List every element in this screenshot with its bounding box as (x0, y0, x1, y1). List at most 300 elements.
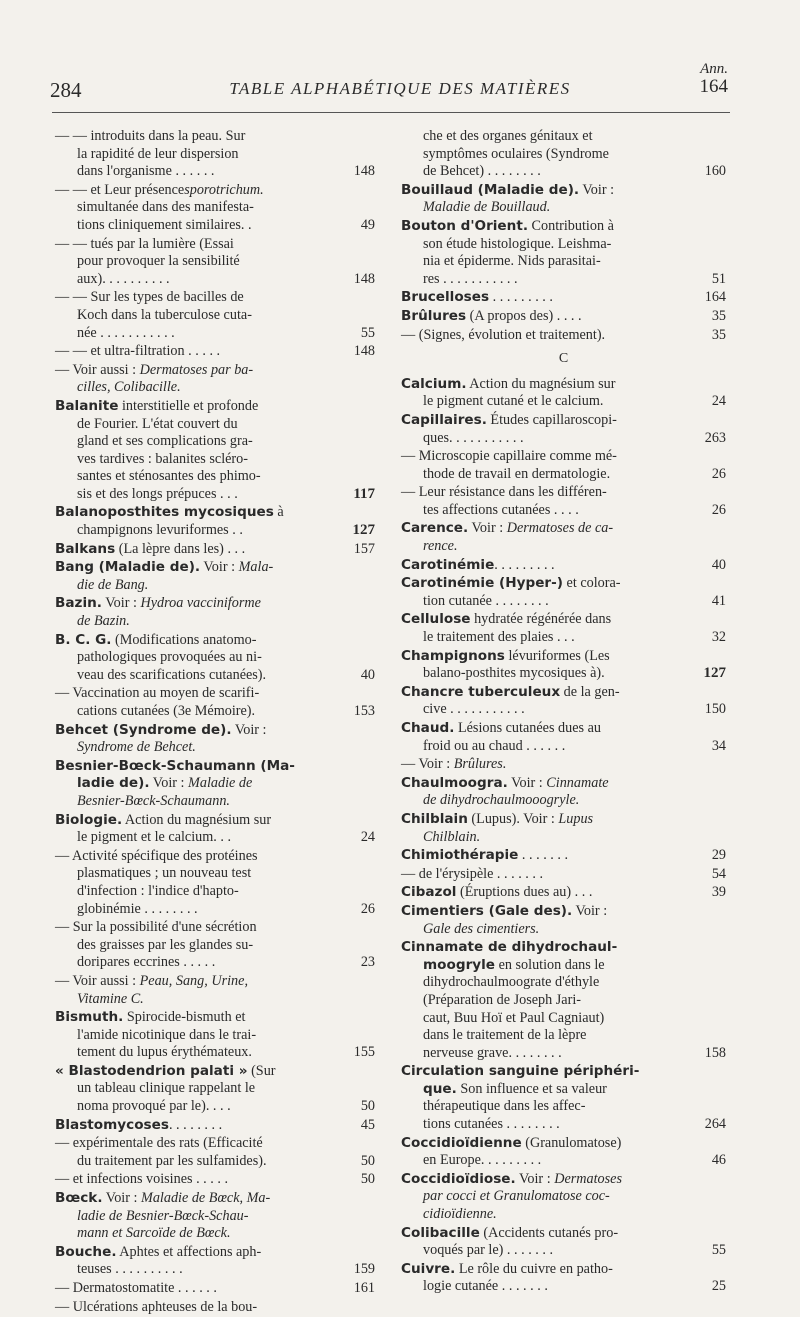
entry-line (401, 847, 726, 865)
entry-text: du traitement par les sulfamides). (77, 1152, 267, 1169)
entry-line (55, 1117, 375, 1135)
entry-line (401, 236, 726, 254)
page-reference: 153 (353, 703, 375, 719)
index-entry (55, 1171, 375, 1189)
page-reference: 29 (711, 847, 726, 864)
entry-reference: cilles, Colibacille. (77, 379, 181, 396)
entry-line (55, 919, 375, 937)
entry-text: son étude histologique. Leishma- (423, 235, 612, 252)
entry-reference: Maladie de Bouillaud. (423, 199, 551, 216)
index-entry (55, 919, 375, 972)
entry-line (55, 236, 375, 254)
page-reference: 40 (711, 556, 726, 573)
page-reference: 264 (704, 1116, 726, 1133)
entry-line (401, 738, 726, 756)
entry-text: santes et sténosantes des phimo- (77, 468, 261, 485)
entry-text: Action du magnésium sur (122, 811, 272, 828)
entry-text: l'amide nicotinique dans le trai- (77, 1026, 257, 1043)
entry-text: de la gen- (560, 683, 620, 700)
entry-text: née . . . . . . . . . . . (77, 324, 175, 341)
entry-line (401, 811, 726, 829)
entry-reference: Chilblain. (423, 828, 481, 845)
entry-text: — Ulcérations aphteuses de la bou- (55, 1298, 258, 1315)
entry-line (55, 182, 375, 200)
entry-line (401, 218, 726, 236)
entry-text: des graisses par les glandes su- (77, 936, 254, 953)
entry-line (401, 182, 726, 200)
entry-line (55, 739, 375, 757)
entry-line (401, 792, 726, 810)
entry-reference: Maladie de Bœck, Ma- (141, 1190, 271, 1207)
entry-text: — Activité spécifique des protéines (55, 847, 258, 864)
entry-line (55, 433, 375, 451)
index-entry (55, 973, 375, 1008)
entry-term: Chaud. (401, 720, 455, 736)
entry-line (55, 1080, 375, 1098)
entry-term: « Blastodendrion palati » (55, 1062, 248, 1079)
page-reference: 157 (353, 540, 375, 557)
page-reference: 55 (711, 1242, 726, 1259)
page-reference: 161 (353, 1280, 375, 1296)
entry-text: . . . . . . . (518, 847, 569, 864)
entry-line (401, 775, 726, 793)
entry-term: Bazin. (55, 595, 102, 612)
entry-text: voqués par le) . . . . . . . (423, 1242, 554, 1259)
index-entry (55, 1063, 375, 1116)
entry-line (401, 974, 726, 992)
entry-text: thérapeutique dans les affec- (423, 1098, 586, 1115)
entry-line (401, 199, 726, 217)
entry-line (55, 685, 375, 703)
entry-line (55, 146, 375, 164)
index-entry (55, 343, 375, 361)
entry-line (55, 775, 375, 793)
entry-term: Carotinémie (401, 556, 495, 573)
entry-line (401, 146, 726, 164)
entry-line (401, 448, 726, 466)
entry-line (55, 1063, 375, 1081)
entry-text: thode de travail en dermatologie. (423, 465, 611, 482)
entry-reference: mann et Sarcoïde de Bœck. (77, 1225, 231, 1242)
index-entry (401, 684, 726, 719)
page-reference: 263 (704, 429, 726, 446)
entry-term: B. C. G. (55, 631, 112, 648)
index-entry (55, 722, 375, 757)
page-reference: 24 (360, 829, 375, 846)
entry-line (55, 379, 375, 397)
entry-text: (Modifications anatomo- (111, 631, 257, 648)
annals-number: 164 (699, 76, 728, 97)
entry-line (401, 1081, 726, 1099)
entry-line (55, 848, 375, 866)
index-entry (401, 289, 726, 307)
page-reference: 148 (353, 163, 375, 180)
entry-text: dans le traitement de la lèpre (423, 1027, 587, 1044)
entry-line (401, 921, 726, 939)
entry-term: Blastomycoses (55, 1116, 169, 1133)
entry-text: (La lèpre dans les) . . . (115, 540, 246, 557)
entry-term: Colibacille (401, 1224, 480, 1241)
entry-text: plasmatiques ; un nouveau test (77, 865, 252, 882)
page-reference: 148 (353, 270, 375, 287)
entry-reference: Dermatoses de ca- (506, 520, 614, 537)
entry-reference: Syndrome de Behcet. (77, 739, 196, 756)
entry-line (401, 1135, 726, 1153)
index-entry (55, 1009, 375, 1062)
entry-line (401, 593, 726, 611)
entry-text: Spirocide-bismuth et (123, 1009, 246, 1026)
entry-line (55, 504, 375, 522)
entry-text: tions cliniquement similaires. . (77, 216, 252, 233)
entry-line (55, 199, 375, 217)
entry-text: (A propos des) . . . . (466, 307, 582, 324)
entry-text: — — tués par la lumière (Essai (55, 235, 234, 252)
page-reference: 23 (360, 954, 375, 971)
entry-line (401, 502, 726, 520)
entry-line (55, 667, 375, 685)
entry-text: balano-posthites mycosiques à). (423, 665, 605, 682)
entry-text: Leur présence (104, 181, 185, 198)
index-entry (401, 412, 726, 447)
index-entry (55, 128, 375, 181)
entry-term: Chancre tuberculeux (401, 683, 561, 700)
entry-text: — Voir aussi : (55, 972, 140, 989)
entry-line (55, 289, 375, 307)
index-entry (401, 756, 726, 774)
entry-term: Cellulose (401, 611, 471, 628)
index-entry (55, 1135, 375, 1170)
index-entry (55, 289, 375, 342)
entry-line (401, 253, 726, 271)
index-entry (401, 128, 726, 181)
page-reference: 46 (711, 1152, 726, 1169)
page-reference: 26 (711, 465, 726, 482)
entry-line (401, 1225, 726, 1243)
entry-term: Chaulmoogra. (401, 774, 508, 791)
entry-text: — — Sur les types de bacilles de (55, 289, 244, 306)
entry-term: Bœck. (55, 1190, 103, 1207)
entry-line (55, 398, 375, 416)
entry-line (401, 466, 726, 484)
index-entry (55, 685, 375, 720)
entry-line (55, 1098, 375, 1116)
entry-text: Voir : (231, 721, 267, 738)
entry-line (55, 991, 375, 1009)
entry-text: cations cutanées (3e Mémoire). (77, 703, 256, 719)
entry-line (55, 163, 375, 181)
entry-reference: Dermatoses par ba- (139, 361, 254, 378)
entry-line (401, 1010, 726, 1028)
entry-reference: Peau, Sang, Urine, (139, 972, 248, 989)
header-rule (52, 112, 730, 113)
index-entry (401, 575, 726, 610)
entry-text: tion cutanée . . . . . . . . (423, 592, 549, 609)
entry-text: tions cutanées . . . . . . . . (423, 1116, 560, 1133)
index-entry (55, 1190, 375, 1243)
page-reference: 26 (360, 900, 375, 917)
entry-term: Brûlures (401, 307, 467, 324)
entry-term: Cinnamate de dihydrochaul- (401, 939, 618, 956)
entry-text: Voir : (101, 595, 141, 612)
page-reference: 150 (704, 701, 726, 718)
entry-line (401, 939, 726, 957)
entry-line (55, 1225, 375, 1243)
entry-line (401, 648, 726, 666)
index-entry (401, 1135, 726, 1170)
entry-reference: Maladie de (188, 775, 253, 792)
entry-text: aux). . . . . . . . . . (77, 270, 170, 287)
entry-line (401, 520, 726, 538)
entry-line (55, 559, 375, 577)
entry-line (55, 451, 375, 469)
entry-line (401, 1152, 726, 1170)
entry-line (55, 325, 375, 343)
page-reference: 32 (711, 629, 726, 646)
entry-text: froid ou au chaud . . . . . . (423, 737, 566, 754)
index-entry (401, 182, 726, 217)
annals-volume (700, 60, 729, 96)
index-entry (401, 557, 726, 575)
entry-text: — — et ultra-filtration . . . . . (55, 343, 221, 360)
entry-text: noma provoqué par le). . . . (77, 1098, 231, 1115)
page-reference: 54 (711, 865, 726, 882)
entry-text: champignons levuriformes . . (77, 522, 243, 539)
entry-text: res . . . . . . . . . . . (423, 270, 518, 287)
page-reference: 24 (711, 393, 726, 410)
entry-text: nerveuse grave. . . . . . . . (423, 1044, 562, 1061)
index-entry (401, 866, 726, 884)
page-reference: 159 (353, 1261, 375, 1278)
entry-text: . . . . . . . . . (489, 289, 553, 306)
entry-reference: Mala- (238, 559, 274, 576)
entry-line (55, 1135, 375, 1153)
entry-text: nia et épiderme. Nids parasitai- (423, 253, 601, 270)
index-entry (55, 541, 375, 559)
page-reference: 127 (703, 665, 726, 682)
entry-text: en solution dans le (495, 956, 605, 973)
index-entry (401, 448, 726, 483)
entry-line (55, 1153, 375, 1171)
entry-text: che et des organes génitaux et (423, 128, 593, 144)
page-reference: 158 (704, 1044, 726, 1061)
entry-line (401, 308, 726, 326)
entry-line (401, 538, 726, 556)
entry-term: Calcium. (401, 375, 467, 392)
entry-term: Carotinémie (Hyper-) (401, 575, 563, 592)
entry-line (55, 793, 375, 811)
entry-text: (Préparation de Joseph Jari- (423, 991, 581, 1008)
page-reference: 127 (352, 522, 375, 539)
entry-line (55, 1044, 375, 1062)
entry-line (401, 903, 726, 921)
page-title: TABLE ALPHABÉTIQUE DES MATIÈRES (229, 79, 571, 98)
index-entry (55, 182, 375, 235)
entry-text: — Leur résistance dans les différen- (401, 484, 607, 501)
index-entry (401, 1261, 726, 1296)
entry-text: Voir : (507, 774, 547, 791)
entry-term: Bouton d'Orient. (401, 217, 528, 234)
entry-line (55, 973, 375, 991)
entry-text: la rapidité de leur dispersion (77, 145, 239, 162)
entry-text: (Éruptions dues au) . . . (456, 884, 593, 901)
entry-line (55, 577, 375, 595)
index-entry (401, 775, 726, 810)
entry-line (401, 271, 726, 289)
index-entry (401, 1063, 726, 1133)
entry-text: ques. . . . . . . . . . . (423, 429, 524, 446)
entry-line (55, 901, 375, 919)
entry-term: Carence. (401, 520, 469, 537)
entry-line (401, 1116, 726, 1134)
entry-term: Champignons (401, 647, 505, 664)
entry-text: (Lupus). Voir : (467, 810, 559, 827)
entry-term: Bouillaud (Maladie de). (401, 181, 580, 198)
entry-term: Biologie. (55, 811, 123, 828)
entry-text: doripares eccrines . . . . . (77, 954, 216, 971)
index-entry (401, 903, 726, 938)
entry-line (401, 684, 726, 702)
entry-line (401, 1206, 726, 1224)
page-reference: 155 (353, 1044, 375, 1061)
entry-line (55, 217, 375, 235)
entry-term: Balanoposthites mycosiques (55, 504, 274, 521)
entry-text: Koch dans la tuberculose cuta- (77, 306, 252, 323)
entry-text: de Behcet) . . . . . . . . (423, 163, 541, 180)
entry-line (401, 866, 726, 884)
page-number: 284 (50, 78, 82, 102)
entry-term: Brucelloses (401, 289, 490, 306)
entry-term: Coccidioïdienne (401, 1134, 522, 1151)
index-entry (401, 308, 726, 326)
entry-text: logie cutanée . . . . . . . (423, 1278, 548, 1295)
index-entry (401, 520, 726, 555)
entry-line (55, 1299, 375, 1317)
entry-line (401, 1045, 726, 1063)
entry-line (55, 416, 375, 434)
entry-term: moogryle (423, 956, 496, 973)
entry-text: d'infection : l'indice d'hapto- (77, 882, 239, 899)
entry-text: . . . . . . . . (168, 1116, 223, 1133)
entry-term: Chimiothérapie (401, 847, 519, 864)
entry-reference: Lupus (558, 810, 594, 827)
entry-line (401, 289, 726, 307)
page-reference: 34 (711, 737, 726, 754)
entry-line (401, 720, 726, 738)
page-reference: 164 (704, 289, 726, 306)
entry-text: — Vaccination au moyen de scarifi- (55, 685, 260, 702)
entry-term: Balanite (55, 397, 119, 414)
page-reference: 41 (711, 592, 726, 609)
entry-text: pathologiques provoquées au ni- (77, 649, 262, 666)
index-entry (401, 218, 726, 288)
index-entry (55, 504, 375, 539)
page-reference: 49 (360, 216, 375, 233)
entry-line (401, 575, 726, 593)
entry-line (401, 393, 726, 411)
entry-line (55, 1009, 375, 1027)
entry-text: dans l'organisme . . . . . . (77, 163, 215, 180)
entry-reference: cidioïdienne. (423, 1206, 497, 1223)
entry-term: Circulation sanguine périphéri- (401, 1063, 640, 1080)
entry-reference: de Bazin. (77, 613, 130, 630)
entry-line (55, 883, 375, 901)
entry-text: — de l'érysipèle . . . . . . . (401, 865, 544, 882)
entry-term: Coccidioïdiose. (401, 1170, 516, 1187)
entry-line (55, 595, 375, 613)
index-entry (401, 327, 726, 345)
entry-text: — Voir aussi : (55, 361, 140, 378)
index-entry (401, 648, 726, 683)
entry-text: teuses . . . . . . . . . . (77, 1261, 183, 1278)
entry-term: Cibazol (401, 884, 457, 901)
index-entry (55, 595, 375, 630)
entry-text: (Accidents cutanés pro- (479, 1224, 619, 1241)
entry-reference: sporotrichum. (184, 181, 264, 198)
entry-line (401, 327, 726, 345)
entry-text: Le rôle du cuivre en patho- (455, 1260, 613, 1277)
index-entry (401, 720, 726, 755)
entry-text: cive . . . . . . . . . . . (423, 701, 525, 718)
entry-line (55, 1244, 375, 1262)
entry-text: pour provoquer la sensibilité (77, 253, 240, 270)
entry-text: Voir : (572, 902, 608, 919)
entry-text: Aphtes et affections aph- (116, 1243, 262, 1260)
entry-text: Études capillaroscopi- (486, 411, 617, 428)
entry-text: symptômes oculaires (Syndrome (423, 145, 609, 162)
entry-line (55, 632, 375, 650)
entry-line (401, 611, 726, 629)
entry-reference: Cinnamate (546, 774, 609, 791)
entry-reference: rence. (423, 538, 458, 555)
entry-text: Voir : (515, 1170, 555, 1187)
entry-text: dihydrochaulmoograte d'éthyle (423, 974, 600, 991)
entry-line (401, 1278, 726, 1296)
entry-line (401, 1063, 726, 1081)
entry-term: Balkans (55, 540, 116, 557)
entry-text: sis et des longs prépuces . . . (77, 485, 238, 502)
entry-line (55, 1261, 375, 1279)
entry-line (55, 307, 375, 325)
entry-term: Cuivre. (401, 1260, 456, 1277)
entry-text: simultanée dans des manifesta- (77, 199, 254, 216)
index-entry (55, 362, 375, 397)
entry-text: Lésions cutanées dues au (454, 720, 601, 736)
entry-line (55, 541, 375, 559)
entry-text: tement du lupus érythémateux. (77, 1044, 252, 1061)
entry-text: le pigment et le calcium. . . (77, 829, 232, 846)
entry-line (55, 758, 375, 776)
entry-line (401, 957, 726, 975)
page-reference: 55 (360, 324, 375, 341)
entry-reference: Vitamine C. (77, 990, 144, 1007)
entry-reference: Brûlures. (453, 756, 507, 773)
entry-text: à (273, 504, 284, 521)
entry-line (401, 1261, 726, 1279)
entry-term: Bismuth. (55, 1009, 124, 1026)
index-entry (55, 1117, 375, 1135)
entry-term: Capillaires. (401, 411, 487, 428)
index-entry (401, 939, 726, 1062)
entry-text: — Sur la possibilité d'une sécrétion (55, 919, 257, 936)
entry-text: interstitielle et profonde (118, 397, 259, 414)
index-entry (55, 559, 375, 594)
entry-term: Bouche. (55, 1243, 117, 1260)
entry-text: lévuriformes (Les (504, 647, 610, 664)
entry-text: gland et ses complications gra- (77, 433, 253, 450)
entry-text: Contribution à (528, 217, 614, 234)
annals-label: Ann. (700, 61, 728, 77)
entry-line (401, 884, 726, 902)
